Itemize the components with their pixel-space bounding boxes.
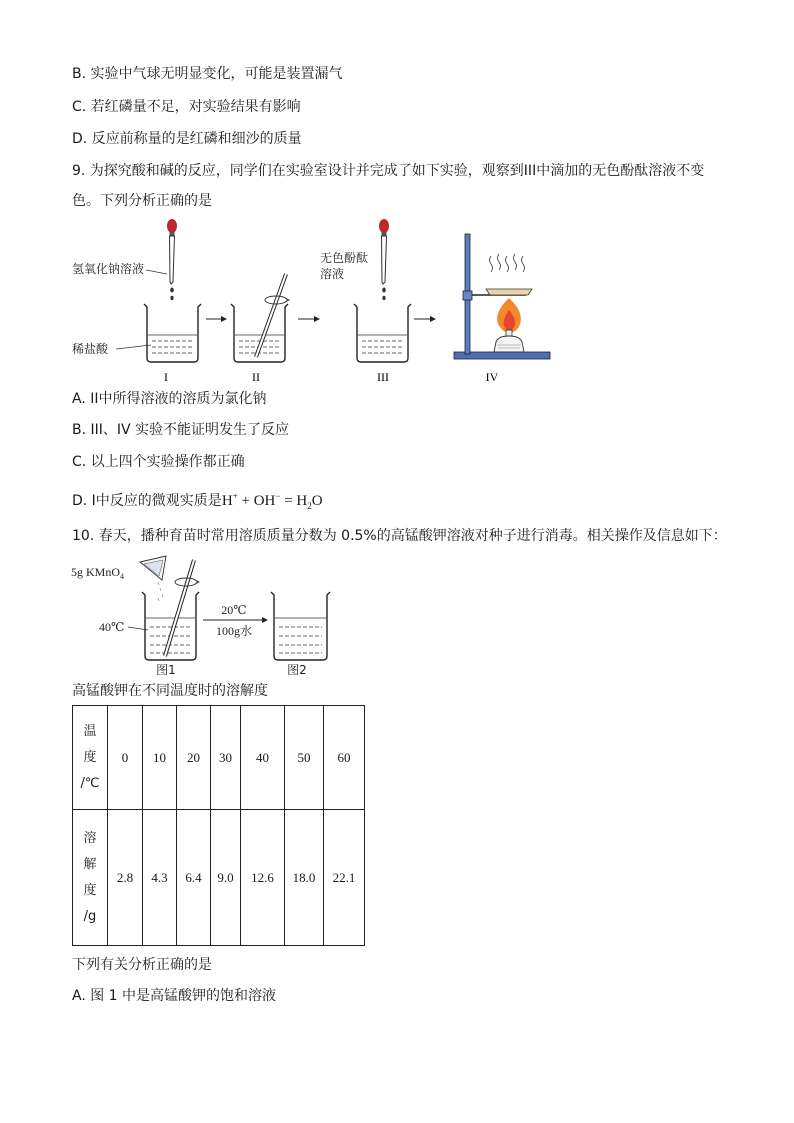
row-header-temperature: 温 度 /℃ <box>73 706 108 810</box>
table-cell: 2.8 <box>108 810 143 946</box>
q10-stem: 10. 春天，播种育苗时常用溶质质量分数为 0.5%的高锰酸钾溶液对种子进行消毒。相关操作及信息如下： <box>72 528 727 544</box>
fig1-caption: 图1 <box>156 663 176 677</box>
table-cell: 20 <box>177 706 211 810</box>
table-cell: 0 <box>108 706 143 810</box>
beaker-fig1 <box>142 592 199 660</box>
q8-option-b: B. 实验中气球无明显变化，可能是装置漏气 <box>72 66 343 82</box>
label-phenolphthalein-1: 无色酚酞 <box>320 251 369 265</box>
step-label-4: IV <box>485 370 499 384</box>
q10-figure <box>66 552 366 677</box>
q10-prompt: 下列有关分析正确的是 <box>72 957 212 973</box>
evaporating-dish-icon <box>486 254 532 295</box>
row-header-solubility: 溶 解 度 /g <box>73 810 108 946</box>
table-row-solubility <box>73 810 365 946</box>
q9-option-d <box>72 486 323 516</box>
q9-option-a: A. II中所得溶液的溶质为氯化钠 <box>72 391 267 407</box>
arrow-icon <box>298 316 320 322</box>
table-cell: 50 <box>285 706 324 810</box>
arrow-icon <box>414 316 436 322</box>
label-naoh: 氢氧化钠溶液 <box>72 262 145 276</box>
table-cell: 10 <box>143 706 177 810</box>
flame-icon <box>497 298 521 332</box>
step-label-3: III <box>377 370 389 384</box>
step-label-1: I <box>164 370 168 384</box>
stirring-rod-icon <box>256 274 289 357</box>
arrow-icon <box>206 316 227 322</box>
label-kmno4: 5g KMnO$_4$ <box>71 565 125 581</box>
dropper-icon <box>379 219 389 300</box>
solubility-table <box>72 705 365 946</box>
table-cell: 12.6 <box>241 810 285 946</box>
q9-experiment-figure <box>66 212 556 387</box>
table-caption: 高锰酸钾在不同温度时的溶解度 <box>72 683 268 699</box>
table-row-temperature <box>73 706 365 810</box>
q9-option-c: C. 以上四个实验操作都正确 <box>72 454 245 470</box>
q9-stem-line2: 色。下列分析正确的是 <box>72 193 212 209</box>
beaker-1 <box>144 304 201 362</box>
table-cell: 30 <box>211 706 241 810</box>
q9-stem-line1: 9. 为探究酸和碱的反应，同学们在实验室设计并完成了如下实验，观察到III中滴加的无色酚酞溶液不变 <box>72 163 705 179</box>
ionic-equation: $H^+ + OH^- = H_2O$ <box>221 491 323 511</box>
q10-option-a: A. 图 1 中是高锰酸钾的饱和溶液 <box>72 988 277 1004</box>
table-cell: 4.3 <box>143 810 177 946</box>
table-cell: 6.4 <box>177 810 211 946</box>
table-cell: 40 <box>241 706 285 810</box>
table-cell: 22.1 <box>324 810 365 946</box>
beaker-2 <box>231 304 288 362</box>
q8-option-c: C. 若红磷量不足，对实验结果有影响 <box>72 99 301 115</box>
arrow-condition-bottom: 100g水 <box>215 624 253 638</box>
table-cell: 9.0 <box>211 810 241 946</box>
arrow-icon <box>203 617 268 623</box>
arrow-condition-top: 20℃ <box>221 603 247 617</box>
q8-option-d: D. 反应前称量的是红磷和细沙的质量 <box>72 131 302 147</box>
beaker-3 <box>354 304 411 362</box>
label-hcl: 稀盐酸 <box>72 342 109 356</box>
alcohol-lamp-icon <box>494 330 524 352</box>
table-cell: 18.0 <box>285 810 324 946</box>
table-cell: 60 <box>324 706 365 810</box>
q9-option-d-text: D. I中反应的微观实质是 <box>72 493 222 509</box>
fig2-caption: 图2 <box>287 663 307 677</box>
label-phenolphthalein-2: 溶液 <box>320 267 345 281</box>
label-40c: 40℃ <box>99 620 125 634</box>
dropper-icon <box>167 219 177 300</box>
beaker-fig2 <box>271 592 330 660</box>
stirring-rod-icon <box>165 560 199 656</box>
q9-option-b: B. III、IV 实验不能证明发生了反应 <box>72 422 290 438</box>
step-label-2: II <box>252 370 260 384</box>
